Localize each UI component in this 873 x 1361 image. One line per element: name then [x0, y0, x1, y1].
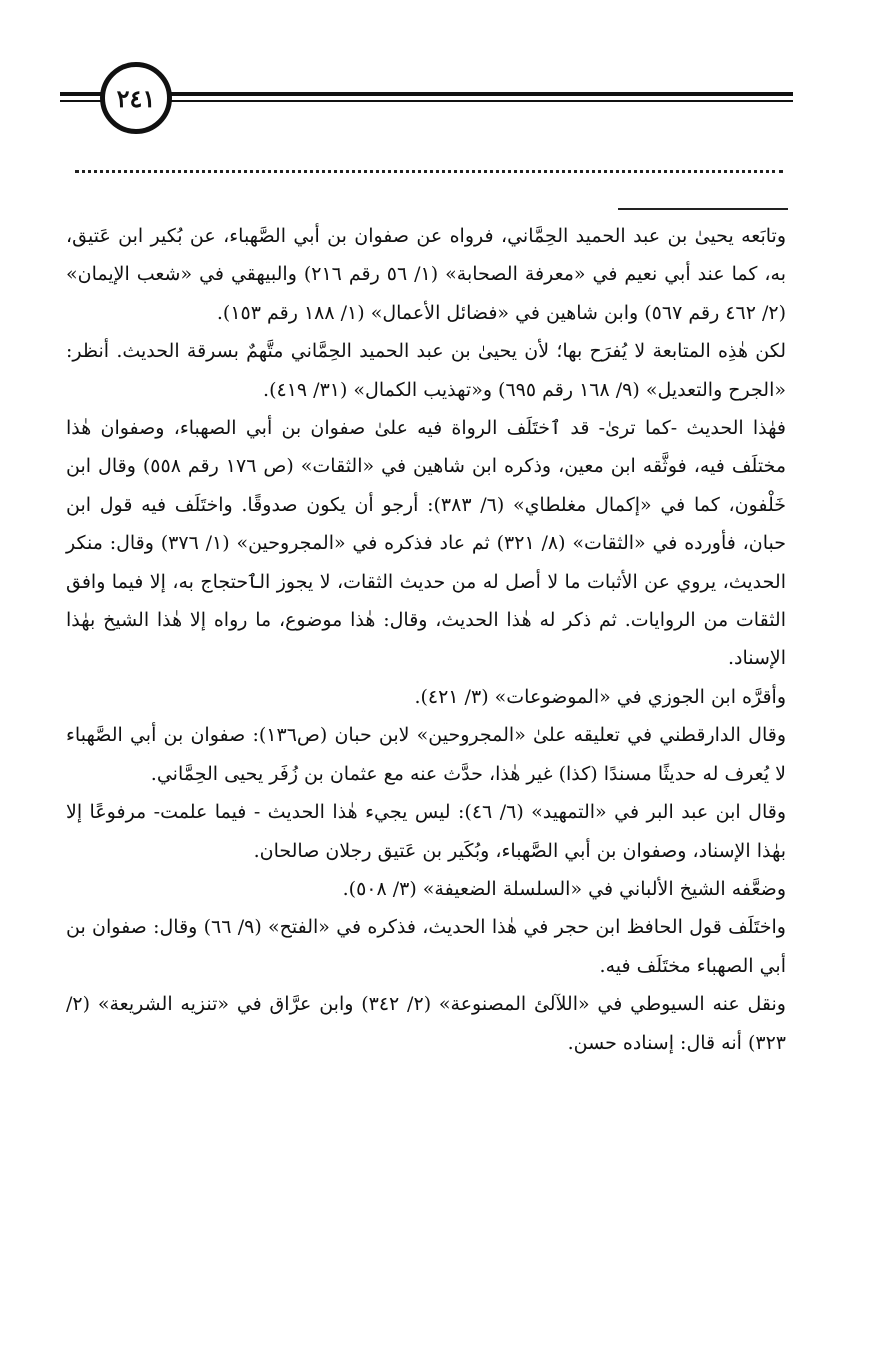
paragraph: فهٰذا الحديث -كما ترىٰ- قد ٱختَلَف الرواة فيه علىٰ صفوان بن أبي الصهباء، وصفوان هٰذا مختلَف فيه، فوثَّقه ابن معين، وذكره ابن شاهين في «الثقات» (ص ١٧٦ رقم ٥٥٨) وقال ابن خَلْفون، كما في «إكمال مغلطاي» (٦/ ٣٨٣): أرجو أن يكون صدوقًا. واختَلَف فيه قول ابن حبان، فأورده في «الثقات» (٨/ ٣٢١) ثم عاد فذكره في «المجروحين» (١/ ٣٧٦) وقال: منكر الحديث، يروي عن الأثبات ما لا أصل له من حديث الثقات، لا يجوز الٱحتجاج به، إلا فيما وافق الثقات من الروايات. ثم ذكر له هٰذا الحديث، وقال: هٰذا موضوع، ما رواه إلا هٰذا الشيخ بهٰذا الإسناد. [66, 417, 786, 670]
page-header [60, 62, 793, 140]
paragraph: وقال ابن عبد البر في «التمهيد» (٦/ ٤٦): ليس يجيء هٰذا الحديث - فيما علمت- مرفوعًا إلا بهٰذا الإسناد، وصفوان بن أبي الصَّهباء، وبُكَير بن عَتيق رجلان صالحان. [66, 801, 786, 862]
paragraph: وضعَّفه الشيخ الألباني في «السلسلة الضعيفة» (٣/ ٥٠٨). [342, 877, 786, 900]
page-number: ٢٤١ [100, 62, 172, 134]
footnote-separator [618, 208, 788, 210]
paragraph: وقال الدارقطني في تعليقه علىٰ «المجروحين» لابن حبان (ص١٣٦): صفوان بن أبي الصَّهباء لا يُعرف له حديثًا مسندًا (كذا) غير هٰذا، حدَّث عنه مع عثمان بن زُفَر يحيى الحِمَّاني. [66, 724, 787, 785]
paragraph: وأقرَّه ابن الجوزي في «الموضوعات» (٣/ ٤٢١). [414, 685, 786, 708]
paragraph: واختَلَف قول الحافظ ابن حجر في هٰذا الحديث، فذكره في «الفتح» (٩/ ٦٦) وقال: صفوان بن أبي الصهباء مختَلَف فيه. [66, 916, 786, 977]
paragraph: ونقل عنه السيوطي في «اللآلئ المصنوعة» (٢/ ٣٤٢) وابن عرَّاق في «تنزيه الشريعة» (٢/ ٣٢٣) أنه قال: إسناده حسن. [66, 993, 786, 1054]
body-text [66, 217, 786, 1062]
paragraph: وتابَعه يحيىٰ بن عبد الحميد الحِمَّاني، فرواه عن صفوان بن أبي الصَّهباء، عن بُكير ابن عَتيق، به، كما عند أبي نعيم في «معرفة الصحابة» (١/ ٥٦ رقم ٢١٦) والبيهقي في «شعب الإيمان» (٢/ ٤٦٢ رقم ٥٦٧) وابن شاهين في «فضائل الأعمال» (١/ ١٨٨ رقم ١٥٣). [66, 225, 786, 324]
paragraph: لكن هٰذِه المتابعة لا يُفرَح بها؛ لأن يحيىٰ بن عبد الحميد الحِمَّاني متَّهمٌ بسرقة الحديث. أنظر: «الجرح والتعديل» (٩/ ١٦٨ رقم ٦٩٥) و«تهذيب الكمال» (٣١/ ٤١٩). [66, 340, 786, 401]
dotted-separator [75, 170, 783, 173]
